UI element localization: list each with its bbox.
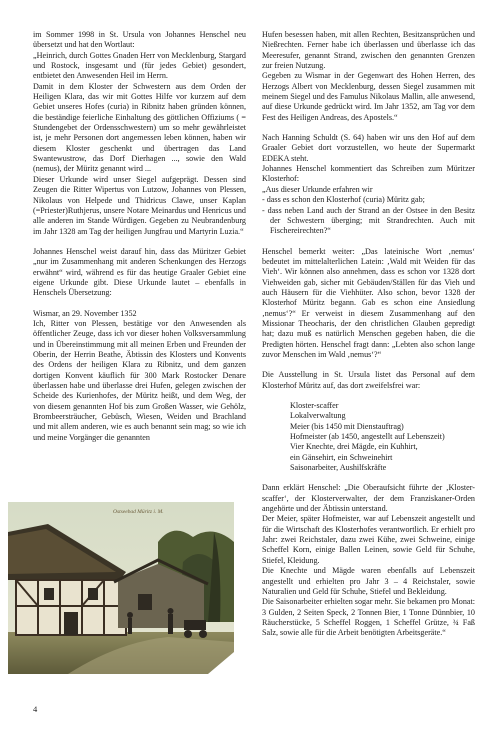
list-item: Meier (bis 1450 mit Dienstauftrag) — [290, 421, 404, 431]
paragraph: „Aus dieser Urkunde erfahren wir — [262, 184, 373, 194]
paragraph: Die Knechte und Mägde waren ebenfalls auf Lebenszeit angestellt und erhielten pro Jahr 3 – 4 Reichstaler, sowie Naturalien und Geld für Schuhe, Stiefel und Bekleidung. — [262, 566, 475, 596]
personnel-list — [290, 401, 475, 473]
list-item: ein Gänsehirt, ein Schweinehirt — [290, 452, 393, 462]
list-item: Hofmeister (ab 1450, angestellt auf Lebenszeit) — [290, 432, 445, 442]
charter-1352-text: Ich, Ritter von Plessen, bestätige vor den Anwesenden als öffentlicher Zeuge, dass ich vor dieser hohen Volksversammlung und in Übereinstimmung mit all meinen Erben und Freunden der Oberin, der Herrin Beathe, Äbtissin des Klosters und Konvents des Ordens der heiligen Klara zu Ribnitz, und dem ganzen dortigen Konvent käuflich für 300 Mark Rostocker Denare überlassen habe und überlasse drei Hufen, gelegen zwischen der Scheide des Kurienhofes, der Müritz heißt, und dem Weg, der von diesem genannten Hof bis zum Großen Wasser, wie Gehölz, Brombeersträucher, Gebüsch, Wiesen, Weiden und Brachland und mit allem anderen, wie es auch benannt sein mag; so wie ich und meine Vorgänger die genannten — [33, 318, 246, 442]
list-item: - dass neben Land auch der Strand an der Ostsee in den Besitz der Schwestern überging; mit Strandrechten. Auch mit Fischereirechten?“ — [262, 205, 475, 236]
paragraph: Henschel bemerkt weiter: „Das lateinische Wort ‚nemus‘ bedeutet im mittelalterlichen Latein: ‚Wald mit Weiden für das Vieh‘. Wir können also annehmen, dass es schon vor 1328 dort Viehweiden gab, sicher mit Gebäuden/Ställen für das Vieh und auch Häusern für die Viehhüter. Also schon, bevor 1328 der Klosterhof Müritz begann. Gab es schon eine Ansiedlung ‚nemus‘?“ Er verweist in diesem Zusammenhang auf den Missionar Theocharis, der den christlichen Glauben gepredigt hat; dazu muß es natürlich Menschen gegeben haben, die die Predigten hörten. Henschel fragt dann: „Lebten also schon lange zuvor Menschen im Wald ‚nemus‘?“ — [262, 246, 475, 359]
charter-quote-opening: „Heinrich, durch Gottes Gnaden Herr von Mecklenburg, Stargard und Rostock, insgesamt und (für jedes Gebiet) gesondert, entbietet den Anwesenden Heil im Herrn. — [33, 50, 246, 81]
postcard-caption: Ostseebad Müritz i. M. — [113, 509, 164, 515]
paragraph: im Sommer 1998 in St. Ursula von Johannes Henschel neu übersetzt und hat den Wortlaut: — [33, 30, 246, 50]
document-date: Wismar, an 29. November 1352 — [33, 308, 137, 318]
charter-quote-witnesses: Dieser Urkunde wird unser Siegel aufgeprägt. Dessen sind Zeugen die Ritter Wipertus von Lutzow, Johannes von Plessen, Nikolaus von Helpede und Thidricus Clawe, unser Kaplan (=Priester)Ruthjerus, unsere Notare Meinardus und Henricus und alle anderen im Stande Würdigen. Gegeben zu Neubrandenburg im Jahr 1328 am Tag der heiligen Jungfrau und Martyrin Luzia.“ — [33, 174, 246, 236]
paragraph: Hufen besessen haben, mit allen Rechten, Besitzansprüchen und Nießrechten. Ferner habe ich überlassen und überlasse ich das Meeresufer, genannt Strand, zwischen den genannten Grenzen zur freien Nutzung. — [262, 30, 475, 71]
list-item: - dass es schon den Klosterhof (curia) Müritz gab; — [262, 195, 425, 205]
list-item: Lokalverwaltung — [290, 411, 346, 421]
right-column — [262, 30, 475, 639]
paragraph: Die Ausstellung in St. Ursula listet das Personal auf dem Klosterhof Müritz auf, das dort zweifelsfrei war: — [262, 370, 475, 390]
paragraph: Die Saisonarbeiter erhielten sogar mehr. Sie bekamen pro Monat: 3 Gulden, 2 Seiten Speck, 2 Tonnen Bier, 1 Tonne Dünnbier, 10 Räucherstücke, 5 Scheffel Roggen, 1 Scheffel Grütze, ¾ Faß Salz, sowie alle für die Arbeit benötigten Arbeitsgeräte.“ — [262, 597, 475, 638]
list-item: Vier Knechte, drei Mägde, ein Kuhhirt, — [290, 442, 418, 452]
historic-postcard-photo — [8, 502, 234, 674]
paragraph: Johannes Henschel kommentiert das Schreiben zum Müritzer Klosterhof: — [262, 164, 475, 184]
paragraph: Johannes Henschel weist darauf hin, dass das Müritzer Gebiet „nur im Zusammenhang mit anderen Schenkungen des Herzogs erwähnt“ wird, während es für das heutige Graaler Gebiet eine eigene Urkunde gibt. Diese Urkunde lautet – ebenfalls in Henschels Übersetzung: — [33, 246, 246, 298]
left-column — [33, 30, 246, 443]
paragraph: Nach Hanning Schuldt (S. 64) haben wir uns den Hof auf dem Graaler Gebiet dort vorzustellen, wo heute der Supermarkt EDEKA steht. — [262, 133, 475, 163]
list-item: Saisonarbeiter, Aushilfskräfte — [290, 463, 387, 473]
paragraph: Dann erklärt Henschel: „Die Oberaufsicht führte der ‚Kloster-scaffer‘, der Klosterverwalter, der dem Franziskaner-Orden angehörte und der Äbtissin unterstand. — [262, 483, 475, 514]
paragraph: Gegeben zu Wismar in der Gegenwart des Hohen Herren, des Herzogs Albert von Mecklenburg, dessen Siegel zusammen mit meinem Siegel und des Famulus Nikolaus Mallin, alle anwesend, auf diese Urkunde gedrückt wird. Im Jahr 1352, am Tag vor dem Fest des Heiligen Andreas, des Apostels.“ — [262, 71, 475, 122]
paragraph: Der Meier, später Hofmeister, war auf Lebenszeit angestellt und für die Wirtschaft des Klosterhofes verantwortlich. Er erhielt pro Jahr: zwei Reichstaler, dazu zwei Kühe, zwei Schweine, einige Scheffel Korn, einige Ballen Leinen, sowie Geld für Schuhe, Stiefel, Kleidung. — [262, 514, 475, 565]
list-item: Kloster-scaffer — [290, 401, 339, 410]
page-number: 4 — [33, 704, 38, 714]
charter-quote-body: Damit in dem Kloster der Schwestern aus dem Orden der Heiligen Klara, das wir mit Gottes Hilfe vor kurzem auf dem Gebiet unseres Hofes (curia) in Ribnitz haben gründen können, die beständige feierliche Einhaltung des göttlichen Offiziums ( = Stundengebet der Ordensschwestern) um so mehr gewährleistet ist, je mehr Personen dort angemessen leben können, haben wir diesem Kloster geschenkt und übertragen das Land Swantewustrow, das Dorf Dierhagen ..., sowie den Wald (nemus), der Müritz genannt wird ... — [33, 81, 246, 174]
